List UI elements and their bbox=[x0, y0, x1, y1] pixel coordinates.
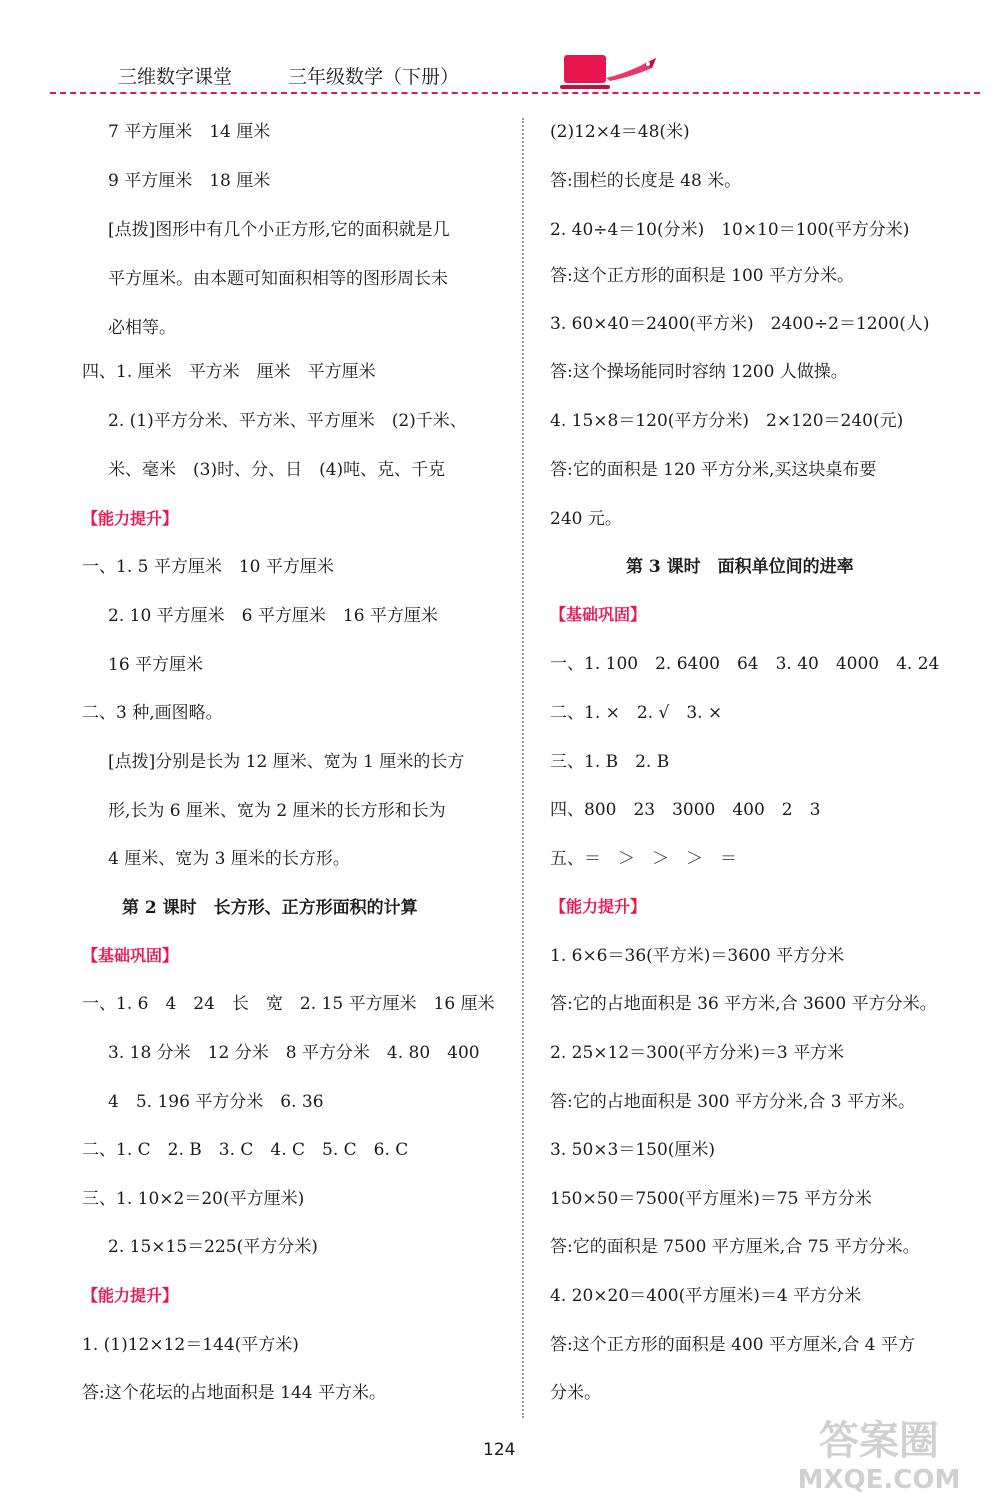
answer-line: 二、1. C 2. B 3. C 4. C 5. C 6. C bbox=[82, 1140, 409, 1160]
answer-line: 分米。 bbox=[550, 1383, 601, 1403]
answer-line: 2. 15×15＝225(平方分米) bbox=[108, 1237, 318, 1257]
answer-line: 一、1. 100 2. 6400 64 3. 40 4000 4. 24 bbox=[550, 654, 940, 674]
answer-line: 3. 50×3＝150(厘米) bbox=[550, 1140, 716, 1160]
answer-line: 4. 20×20＝400(平方厘米)＝4 平方分米 bbox=[550, 1286, 862, 1306]
series-title: 三维数字课堂 bbox=[118, 66, 233, 88]
answer-line: 米、毫米 (3)时、分、日 (4)吨、克、千克 bbox=[108, 460, 446, 480]
hint-line: 必相等。 bbox=[108, 318, 176, 338]
answer-line: 答:这个操场能同时容纳 1200 人做操。 bbox=[550, 362, 848, 382]
book-title: 三年级数学（下册） bbox=[288, 66, 460, 88]
hint-line: 4 厘米、宽为 3 厘米的长方形。 bbox=[108, 849, 350, 869]
answer-line: 一、1. 6 4 24 长 宽 2. 15 平方厘米 16 厘米 bbox=[82, 994, 495, 1014]
answer-line: 答:这个正方形的面积是 100 平方分米。 bbox=[550, 266, 854, 286]
answer-line: 答:它的占地面积是 36 平方米,合 3600 平方分米。 bbox=[550, 994, 937, 1014]
answer-line: 答:它的面积是 7500 平方厘米,合 75 平方分米。 bbox=[550, 1237, 920, 1257]
column-divider bbox=[522, 118, 524, 1418]
section-tag: 【能力提升】 bbox=[82, 1286, 179, 1305]
answer-line: 9 平方厘米 18 厘米 bbox=[108, 171, 271, 191]
hint-line: 形,长为 6 厘米、宽为 2 厘米的长方形和长为 bbox=[108, 801, 446, 821]
answer-line: 二、3 种,画图略。 bbox=[82, 703, 223, 723]
answer-line: 答:它的占地面积是 300 平方分米,合 3 平方米。 bbox=[550, 1092, 916, 1112]
page-header bbox=[0, 0, 1000, 100]
answer-line: 答:围栏的长度是 48 米。 bbox=[550, 171, 742, 191]
book-logo-icon bbox=[564, 55, 606, 83]
lesson-title: 第 2 课时 长方形、正方形面积的计算 bbox=[122, 898, 418, 918]
answer-line: 答:这个花坛的占地面积是 144 平方米。 bbox=[82, 1383, 386, 1403]
answer-line: 四、800 23 3000 400 2 3 bbox=[550, 800, 821, 820]
section-tag: 【能力提升】 bbox=[82, 509, 179, 528]
answer-line: 4. 15×8＝120(平方分米) 2×120＝240(元) bbox=[550, 411, 904, 431]
hint-line: [点拨]图形中有几个小正方形,它的面积就是几 bbox=[108, 220, 450, 240]
watermark-url: MXQE.COM bbox=[797, 1465, 961, 1495]
rocket-icon bbox=[604, 54, 664, 84]
answer-line: 答:它的面积是 120 平方分米,买这块桌布要 bbox=[550, 460, 877, 480]
watermark-text: 答案圈 bbox=[819, 1418, 939, 1464]
lesson-title: 第 3 课时 面积单位间的进率 bbox=[626, 557, 854, 577]
page-number: 124 bbox=[483, 1440, 516, 1460]
answer-line: (2)12×4＝48(米) bbox=[550, 122, 690, 142]
watermark-logo bbox=[764, 1406, 994, 1496]
answer-line: 7 平方厘米 14 厘米 bbox=[108, 122, 271, 142]
answer-line: 2. 25×12＝300(平方分米)＝3 平方米 bbox=[550, 1043, 845, 1063]
answer-line: 2. 40÷4＝10(分米) 10×10＝100(平方分米) bbox=[550, 220, 910, 240]
answer-line: 150×50＝7500(平方厘米)＝75 平方分米 bbox=[550, 1189, 872, 1209]
answer-line: 1. (1)12×12＝144(平方米) bbox=[82, 1335, 299, 1355]
answer-line: 2. 10 平方厘米 6 平方厘米 16 平方厘米 bbox=[108, 606, 438, 626]
answer-line: 4 5. 196 平方分米 6. 36 bbox=[108, 1092, 324, 1112]
answer-line: 3. 60×40＝2400(平方米) 2400÷2＝1200(人) bbox=[550, 314, 930, 334]
hint-line: [点拨]分别是长为 12 厘米、宽为 1 厘米的长方 bbox=[108, 752, 465, 772]
answer-line: 一、1. 5 平方厘米 10 平方厘米 bbox=[82, 557, 334, 577]
section-tag: 【能力提升】 bbox=[550, 897, 647, 916]
answer-line: 240 元。 bbox=[550, 509, 622, 529]
answer-line: 1. 6×6＝36(平方米)＝3600 平方分米 bbox=[550, 946, 845, 966]
hint-line: 平方厘米。由本题可知面积相等的图形周长未 bbox=[108, 269, 448, 289]
answer-line: 2. (1)平方分米、平方米、平方厘米 (2)千米、 bbox=[108, 411, 467, 431]
section-tag: 【基础巩固】 bbox=[82, 946, 179, 965]
section-tag: 【基础巩固】 bbox=[550, 605, 647, 624]
answer-line: 3. 18 分米 12 分米 8 平方分米 4. 80 400 bbox=[108, 1043, 480, 1063]
answer-line: 五、＝ ＞ ＞ ＞ ＝ bbox=[550, 849, 737, 869]
answer-line: 三、1. 10×2＝20(平方厘米) bbox=[82, 1189, 305, 1209]
answer-line: 四、1. 厘米 平方米 厘米 平方厘米 bbox=[82, 362, 376, 382]
header-divider bbox=[50, 92, 980, 94]
answer-line: 答:这个正方形的面积是 400 平方厘米,合 4 平方 bbox=[550, 1335, 916, 1355]
answer-line: 三、1. B 2. B bbox=[550, 752, 670, 772]
answer-line: 二、1. × 2. √ 3. × bbox=[550, 703, 723, 723]
answer-line: 16 平方厘米 bbox=[108, 655, 204, 675]
